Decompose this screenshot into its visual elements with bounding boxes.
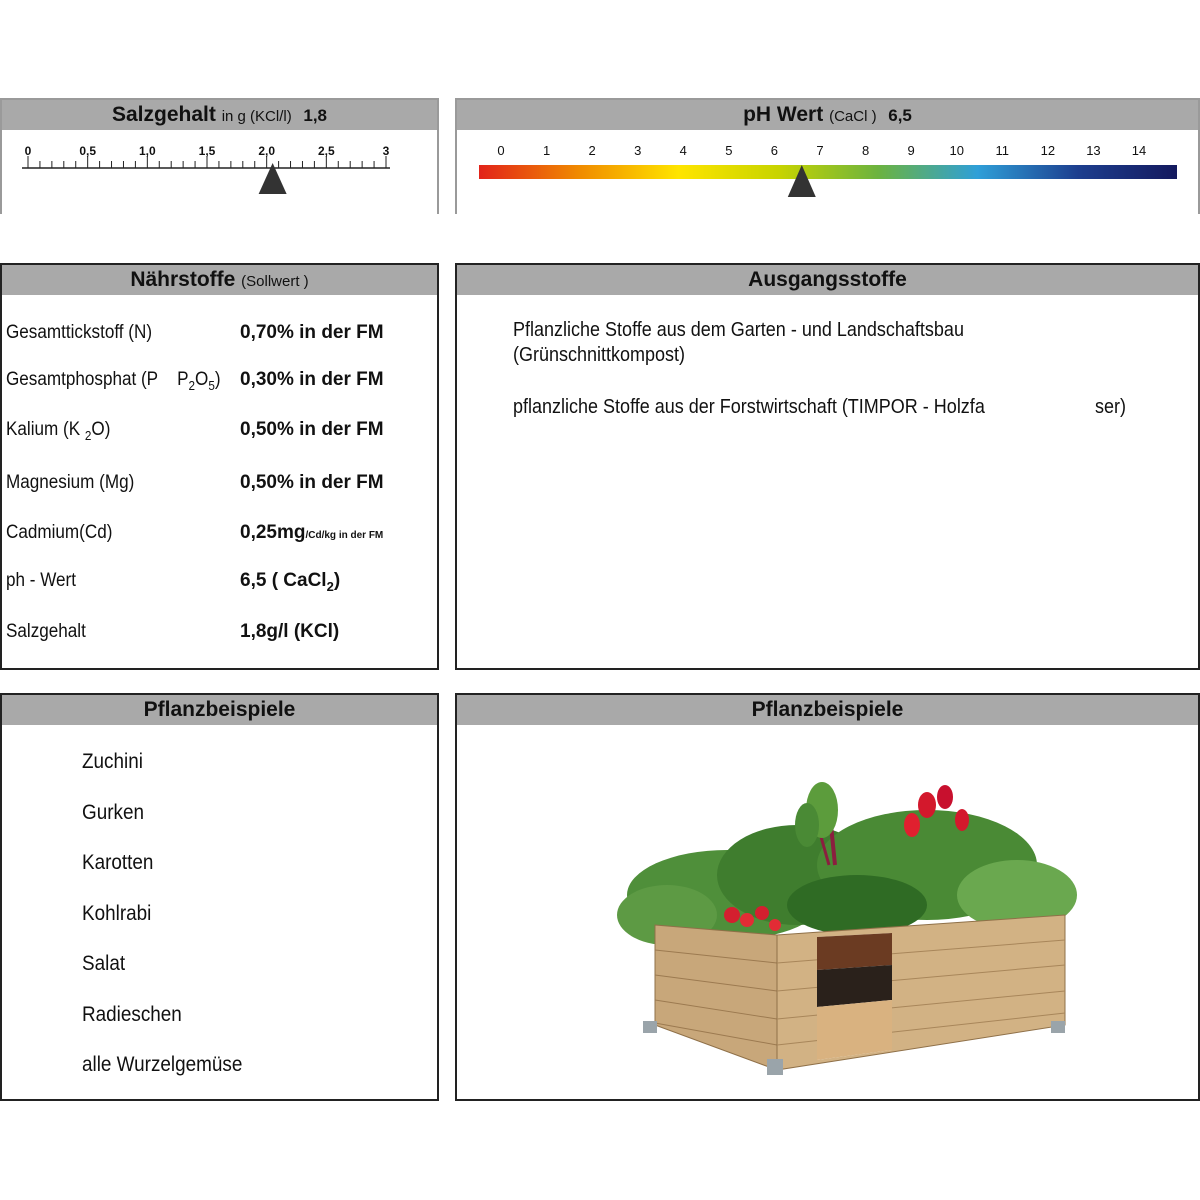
ausgangsstoffe-line-3-end: ser) [1095,396,1127,418]
ruler-tick-label: 0,5 [79,144,97,158]
ausgangsstoffe-title: Ausgangsstoffe [748,268,907,291]
formula-p: P [177,369,189,390]
ph-tick-label: 2 [588,143,596,158]
ph-header [457,100,1198,130]
plant-item: Gurken [82,801,144,824]
formula-sub: 5 [208,377,215,393]
ph-tick-label: 1 [542,143,551,158]
formula-end: O) [91,419,111,440]
nutrient-value-main: 0,25mg [240,522,306,543]
pflanzbeispiele-image-panel [455,693,1200,1101]
ph-tick-label: 13 [1086,143,1101,158]
ruler-tick-label: 0 [24,144,32,158]
salzgehalt-unit: in g (KCl/l) [221,108,292,125]
salzgehalt-scale [2,130,437,214]
formula-sub: 2 [84,427,92,443]
ausgangsstoffe-line-2: (Grünschnittkompost) [513,344,686,366]
plant-item: alle Wurzelgemüse [82,1053,243,1076]
ausgangsstoffe-panel [455,263,1200,670]
ph-tick-label: 10 [949,143,964,158]
nutrient-label: ph - Wert [6,570,77,591]
pflanzbeispiele-image-title: Pflanzbeispiele [751,698,904,721]
ruler-tick-label: 1,5 [198,144,216,158]
salzgehalt-value: 1,8 [303,106,328,125]
nutrient-value: 0,50% in der FM [240,419,384,440]
salzgehalt-title: Salzgehalt [111,103,216,126]
ausgangsstoffe-line-3: pflanzliche Stoffe aus der Forstwirtschaft (TIMPOR - Holzfa [513,396,985,418]
pflanzbeispiele-list-header [2,695,437,725]
ph-tick-label: 9 [907,143,915,158]
ph-tick-label: 6 [770,143,779,158]
naehrstoffe-title: Nährstoffe [130,268,236,291]
formula-end: ) [333,570,341,591]
formula-close: ) [214,369,221,390]
ph-unit: (CaCl ) [829,108,877,125]
nutrient-value: 1,8g/l (KCl) [240,621,340,642]
wooden-box [643,915,1065,1075]
nutrient-label-text: Kalium (K [6,419,81,440]
naehrstoffe-panel [0,263,439,670]
ph-tick-label: 12 [1040,143,1056,158]
plant-item: Kohlrabi [82,902,152,925]
pflanzbeispiele-list-title: Pflanzbeispiele [143,698,296,721]
formula-sub: 2 [326,578,334,594]
nutrient-value: 0,50% in der FM [240,472,384,493]
nutrient-value [240,522,383,544]
ruler-tick-label: 2,0 [258,144,276,158]
ph-title: pH Wert [743,103,824,126]
naehrstoffe-subtitle: (Sollwert ) [241,273,309,290]
nutrient-label: Gesamttickstoff (N) [6,322,153,343]
ph-tick-label: 0 [497,143,505,158]
formula-o: O [195,369,209,390]
ph-tick-label: 5 [725,143,733,158]
ruler-tick-label: 1,0 [138,144,156,158]
formula-sub: 2 [188,377,196,393]
ph-tick-label: 8 [861,143,870,158]
ausgangsstoffe-line-1: Pflanzliche Stoffe aus dem Garten - und Landschaftsbau [513,319,964,341]
nutrient-value-unit: /Cd/kg in der FM [305,530,384,541]
nutrient-value: 0,70% in der FM [240,322,384,343]
nutrient-label [6,369,221,393]
naehrstoffe-header [2,265,437,295]
salzgehalt-panel [0,98,439,214]
nutrient-label: Cadmium(Cd) [6,522,113,543]
ph-tick-label: 11 [995,143,1010,158]
ruler-tick-label: 2,5 [317,144,335,158]
plant-item: Karotten [82,851,154,874]
ph-panel [455,98,1200,214]
ausgangsstoffe-header [457,265,1198,295]
nutrient-label [6,419,110,443]
pflanzbeispiele-image-header [457,695,1198,725]
pflanzbeispiele-list-panel [0,693,439,1101]
ph-tick-label: 7 [816,143,824,158]
ph-scale [457,130,1198,214]
ruler-tick-label: 3 [382,144,390,158]
nutrient-value-main: 6,5 ( CaCl [240,570,327,591]
ph-tick-label: 3 [634,143,642,158]
ph-tick-label: 4 [679,143,687,158]
nutrient-value: 0,30% in der FM [240,369,384,390]
ph-color-bar [479,165,1177,179]
raised-bed-illustration [457,725,1198,1099]
ph-value: 6,5 [888,106,912,125]
nutrient-label-text: Gesamtphosphat (P [6,369,159,390]
nutrient-label: Magnesium (Mg) [6,472,135,493]
ph-tick-label: 14 [1131,143,1147,158]
nutrient-label: Salzgehalt [6,621,86,642]
plant-item: Salat [82,952,126,975]
nutrient-value [240,570,340,594]
plant-item: Zuchini [82,750,143,773]
salzgehalt-header [2,100,437,130]
plant-item: Radieschen [82,1003,182,1026]
